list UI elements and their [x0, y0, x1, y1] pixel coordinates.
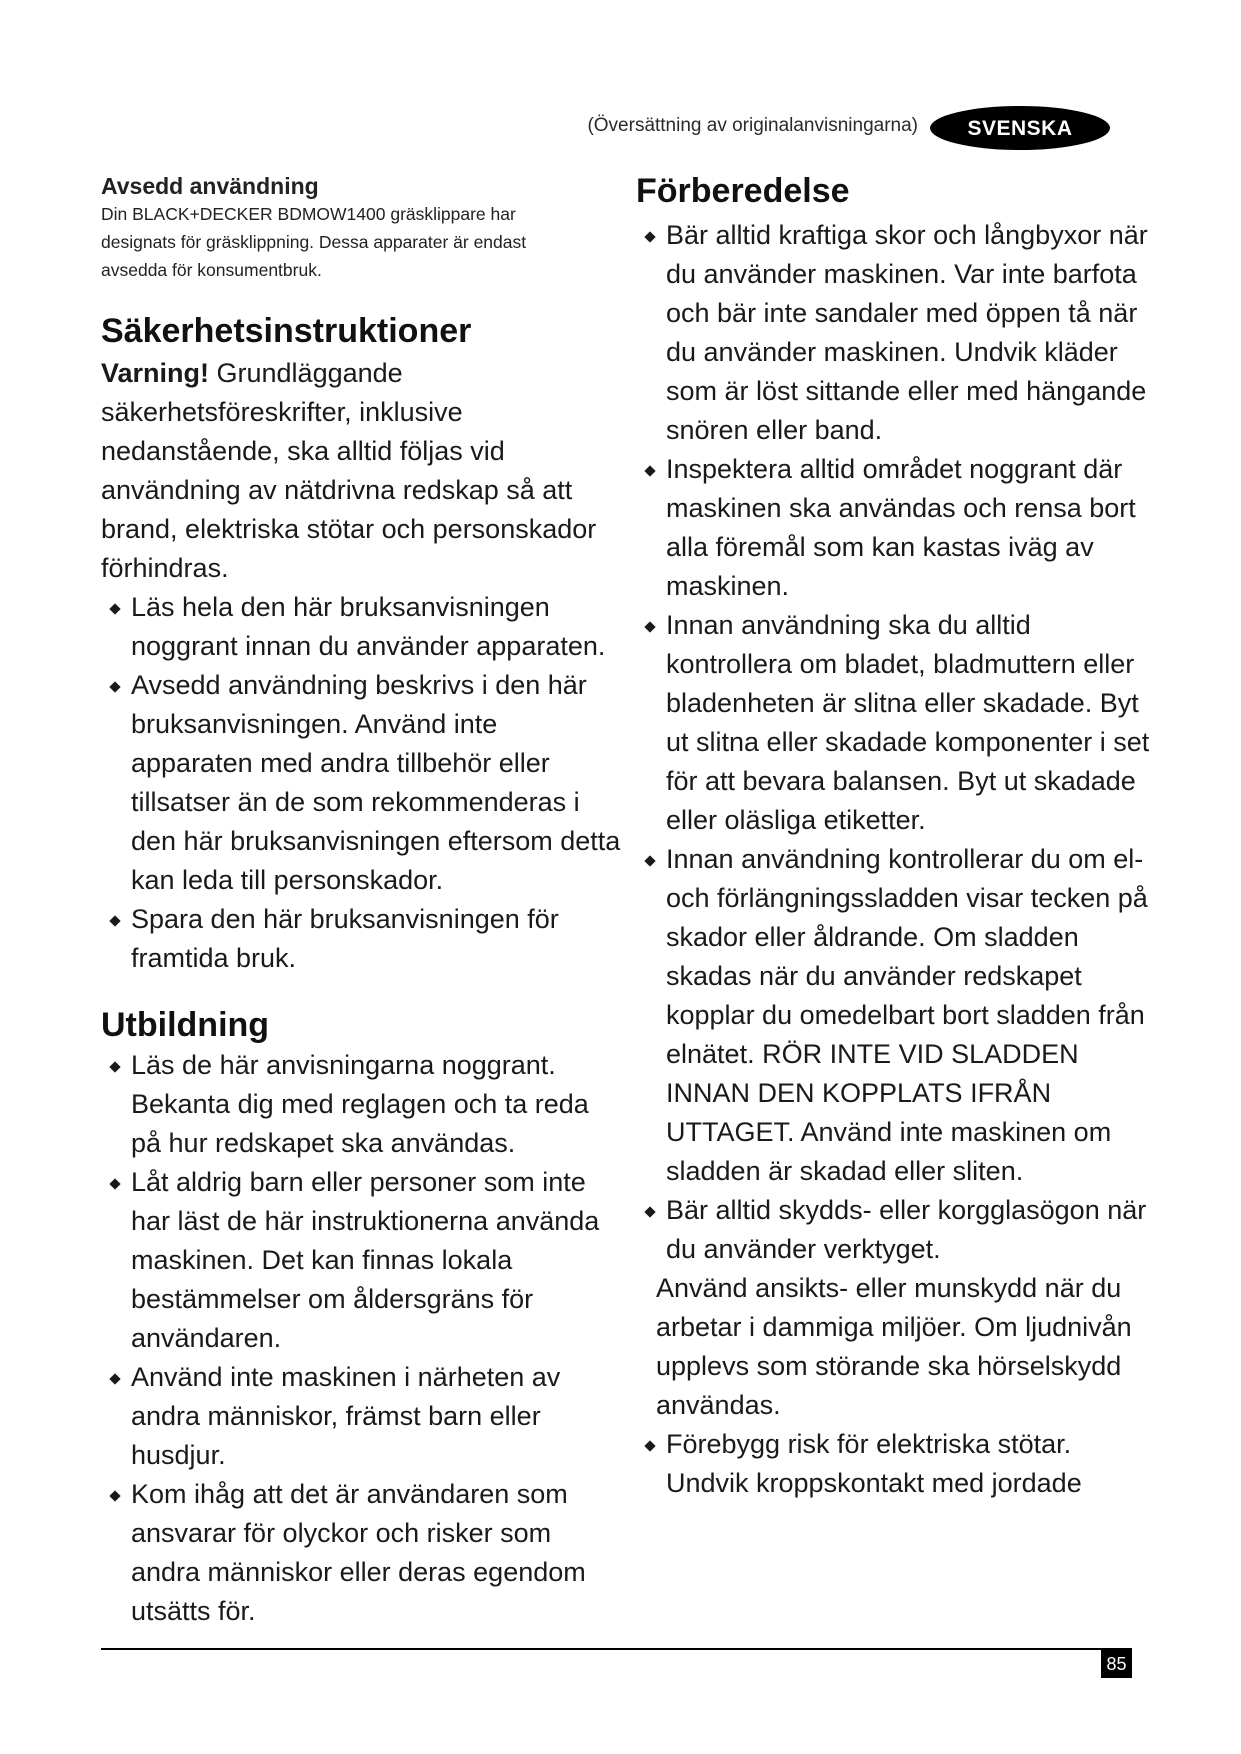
diamond-bullet-icon: [644, 1440, 655, 1451]
list-item: Spara den här bruksanvisningen för framtida bruk.: [101, 900, 621, 978]
diamond-bullet-icon: [644, 465, 655, 476]
warning-text: Grundläggande säkerhetsföreskrifter, inklusive nedanstående, ska alltid följas vid användning av nätdrivna redskap så att brand, elektriska stötar och personskador förhindras.: [101, 358, 597, 583]
diamond-bullet-icon: [109, 915, 120, 926]
safety-heading: Säkerhetsinstruktioner: [101, 312, 472, 350]
diamond-bullet-icon: [644, 1206, 655, 1217]
list-item: Läs hela den här bruksanvisningen noggrant innan du använder apparaten.: [101, 588, 621, 666]
list-item: Innan användning ska du alltid kontrollera om bladet, bladmuttern eller bladenheten är slitna eller skadade. Byt ut slitna eller skadade komponenter i set för att bevara balansen. Byt ut skadade eller oläsliga etiketter.: [636, 606, 1156, 840]
training-list: [101, 1046, 621, 1631]
preparation-heading: Förberedelse: [636, 172, 850, 210]
warning-label: Varning!: [101, 358, 210, 388]
list-item: Bär alltid skydds- eller korgglasögon när du använder verktyget.: [636, 1191, 1156, 1269]
diamond-bullet-icon: [644, 855, 655, 866]
list-item: Inspektera alltid området noggrant där maskinen ska användas och rensa bort alla föremål som kan kastas iväg av maskinen.: [636, 450, 1156, 606]
intended-use-heading: Avsedd användning: [101, 173, 319, 199]
training-heading: Utbildning: [101, 1006, 270, 1044]
translation-note: (Översättning av originalanvisningarna): [587, 115, 918, 136]
list-item: Låt aldrig barn eller personer som inte har läst de här instruktionerna använda maskinen. Det kan finnas lokala bestämmelser om åldersgräns för användaren.: [101, 1163, 621, 1358]
list-item: Innan användning kontrollerar du om el- och förlängningssladden visar tecken på skador eller åldrande. Om sladden skadas när du använder redskapet kopplar du omedelbart bort sladden från elnätet. RÖR INTE VID SLADDEN INNAN DEN KOPPLATS IFRÅN UTTAGET. Använd inte maskinen om sladden är skadad eller sliten.: [636, 840, 1156, 1191]
preparation-list-continued: [636, 1425, 1156, 1503]
list-item: Förebygg risk för elektriska stötar. Undvik kroppskontakt med jordade: [636, 1425, 1156, 1503]
preparation-list: [636, 216, 1156, 1269]
intended-use-line: designats för gräsklippning. Dessa apparater är endast: [101, 232, 527, 252]
right-column: [636, 172, 1156, 1503]
left-column: [101, 172, 621, 1631]
diamond-bullet-icon: [644, 231, 655, 242]
diamond-bullet-icon: [644, 621, 655, 632]
list-item: Använd inte maskinen i närheten av andra människor, främst barn eller husdjur.: [101, 1358, 621, 1475]
intended-use-line: avsedda för konsumentbruk.: [101, 260, 322, 280]
list-item: Bär alltid kraftiga skor och långbyxor när du använder maskinen. Var inte barfota och bär inte sandaler med öppen tå när du använder maskinen. Undvik kläder som är löst sittande eller med hängande snören eller band.: [636, 216, 1156, 450]
diamond-bullet-icon: [109, 1061, 120, 1072]
diamond-bullet-icon: [109, 1178, 120, 1189]
list-item: Läs de här anvisningarna noggrant. Bekanta dig med reglagen och ta reda på hur redskapet ska användas.: [101, 1046, 621, 1163]
page-number: 85: [1101, 1650, 1132, 1678]
language-label: SVENSKA: [967, 117, 1073, 140]
diamond-bullet-icon: [109, 681, 120, 692]
diamond-bullet-icon: [109, 1373, 120, 1384]
language-badge: [930, 106, 1110, 150]
safety-list: [101, 588, 621, 978]
safety-warning: [101, 354, 621, 588]
diamond-bullet-icon: [109, 603, 120, 614]
footer-rule: [101, 1648, 1132, 1650]
protection-paragraph: Använd ansikts- eller munskydd när du arbetar i dammiga miljöer. Om ljudnivån upplevs som störande ska hörselskydd användas.: [656, 1273, 1132, 1420]
list-item: Kom ihåg att det är användaren som ansvarar för olyckor och risker som andra människor eller deras egendom utsätts för.: [101, 1475, 621, 1631]
list-item: Avsedd användning beskrivs i den här bruksanvisningen. Använd inte apparaten med andra tillbehör eller tillsatser än de som rekommenderas i den här bruksanvisningen eftersom detta kan leda till personskador.: [101, 666, 621, 900]
intended-use-line: Din BLACK+DECKER BDMOW1400 gräsklippare har: [101, 204, 516, 224]
diamond-bullet-icon: [109, 1490, 120, 1501]
